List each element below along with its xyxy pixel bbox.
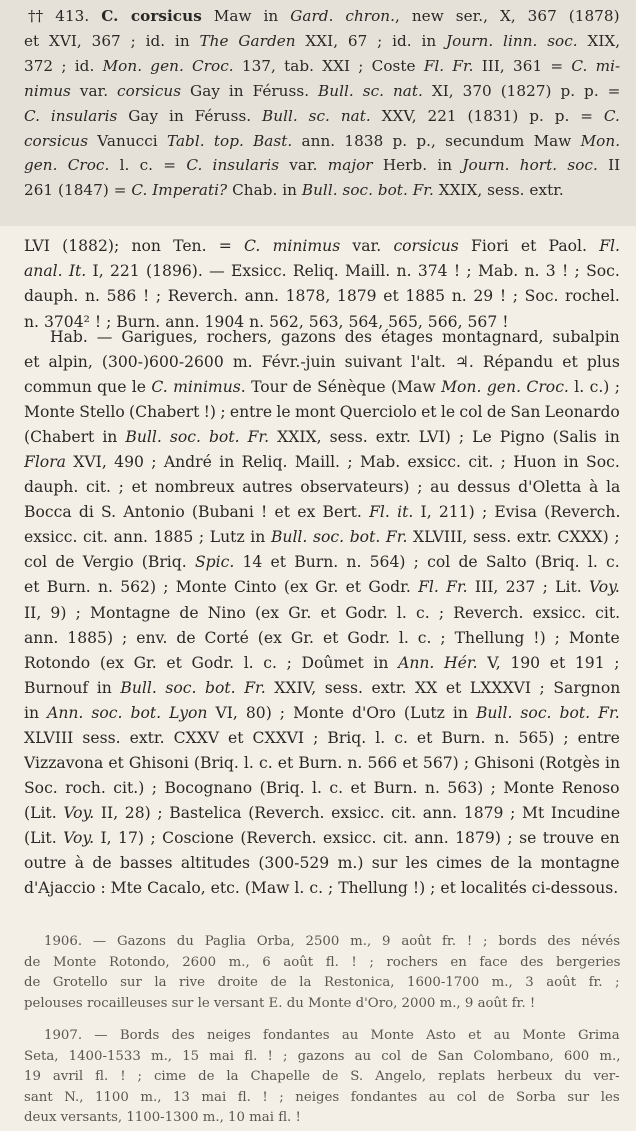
text-line: LVI (1882); non Ten. = C. minimus var. corsicus Fiori et Paol. Fl.	[24, 237, 620, 255]
text-line: Bocca di S. Antonio (Bubani ! et ex Bert. Fl. it. I, 211) ; Evisa (Reverch.	[24, 503, 620, 522]
text-line: d'Ajaccio : Mte Cacalo, etc. (Maw l. c. ; Thellung !) ; et localités ci-dessous.	[24, 879, 619, 898]
text-line: Flora XVI, 490 ; André in Reliq. Maill. ; Mab. exsicc. cit. ; Huon in Soc.	[24, 453, 620, 472]
text-line: de Monte Rotondo, 2600 m., 6 août fl. ! ; rochers en face des bergeries	[24, 954, 620, 970]
text-line: 19 avril fl. ! ; cime de la Chapelle de S. Angelo, replats herbeux du ver-	[24, 1069, 620, 1084]
text-line: 1906. — Gazons du Paglia Orba, 2500 m., 9 août fr. ! ; bords des névés	[44, 934, 620, 949]
text-line: exsicc. cit. ann. 1885 ; Lutz in Bull. soc. bot. Fr. XLVIII, sess. extr. CXXX) ;	[24, 528, 620, 547]
text-line: et XVI, 367 ; id. in The Garden XXI, 67 ; id. in Journ. linn. soc. XIX,	[24, 31, 620, 50]
text-line: deux versants, 1100-1300 m., 10 mai fl. !	[24, 1110, 301, 1125]
text-line: Seta, 1400-1533 m., 15 mai fl. ! ; gazons au col de San Colombano, 600 m.,	[24, 1048, 620, 1064]
text-line: de Grotello sur la rive droite de la Restonica, 1600-1700 m., 3 août fr. ;	[24, 975, 620, 990]
text-line: ann. 1885) ; env. de Corté (ex Gr. et Godr. l. c. ; Thellung !) ; Monte	[24, 628, 620, 647]
text-line: (Chabert in Bull. soc. bot. Fr. XXIX, sess. extr. LVI) ; Le Pigno (Salis in	[24, 428, 620, 447]
text-line: (Lit. Voy. I, 17) ; Coscione (Reverch. exsicc. cit. ann. 1879) ; se trouve en	[24, 828, 620, 847]
text-line: dauph. cit. ; et nombreux autres observateurs) ; au dessus d'Oletta à la	[24, 478, 620, 497]
text-line: commun que le C. minimus. Tour de Sénèque (Maw Mon. gen. Croc. l. c.) ;	[24, 378, 620, 397]
text-line: (Lit. Voy. II, 28) ; Bastelica (Reverch. exsicc. cit. ann. 1879 ; Mt Incudine	[24, 803, 620, 822]
text-line: 1907. — Bords des neiges fondantes au Monte Asto et au Monte Grima	[44, 1028, 620, 1043]
observations-1906	[24, 932, 620, 1014]
exsiccata-paragraph	[24, 234, 620, 335]
text-line: et alpin, (300-)600-2600 m. Févr.-juin suivant l'alt. ♃. Répandu et plus	[24, 353, 620, 372]
text-line: 372 ; id. Mon. gen. Croc. 137, tab. XXI ; Coste Fl. Fr. III, 361 = C. mi-	[24, 56, 620, 75]
text-line: n. 3704² ! ; Burn. ann. 1904 n. 562, 563, 564, 565, 566, 567 !	[24, 312, 509, 331]
text-line: in Ann. soc. bot. Lyon VI, 80) ; Monte d'Oro (Lutz in Bull. soc. bot. Fr.	[24, 703, 620, 722]
text-line: II, 9) ; Montagne de Nino (ex Gr. et Godr. l. c. ; Reverch. exsicc. cit.	[24, 603, 620, 622]
text-line: nimus var. corsicus Gay in Féruss. Bull. sc. nat. XI, 370 (1827) p. p. =	[24, 81, 620, 100]
text-line: C. insularis Gay in Féruss. Bull. sc. nat. XXV, 221 (1831) p. p. = C.	[24, 106, 620, 125]
text-line: Burnouf in Bull. soc. bot. Fr. XXIV, sess. extr. XX et LXXXVI ; Sargnon	[24, 678, 620, 697]
text-line: Rotondo (ex Gr. et Godr. l. c. ; Doûmet in Ann. Hér. V, 190 et 191 ;	[24, 653, 620, 672]
synonymy-paragraph	[24, 4, 620, 203]
text-line: et Burn. n. 562) ; Monte Cinto (ex Gr. et Godr. Fl. Fr. III, 237 ; Lit. Voy.	[24, 578, 620, 597]
text-line: sant N., 1100 m., 13 mai fl. ! ; neiges fondantes au col de Sorba sur les	[24, 1089, 620, 1105]
observations-1907	[24, 1026, 620, 1129]
text-line: corsicus Vanucci Tabl. top. Bast. ann. 1838 p. p., secundum Maw Mon.	[24, 131, 620, 150]
text-line: pelouses rocailleuses sur le versant E. du Monte d'Oro, 2000 m., 9 août fr. !	[24, 995, 536, 1011]
text-line: Vizzavona et Ghisoni (Briq. l. c. et Burn. n. 566 et 567) ; Ghisoni (Rotgès in	[24, 753, 620, 772]
text-line: dauph. n. 586 ! ; Reverch. ann. 1878, 1879 et 1885 n. 29 ! ; Soc. rochel.	[24, 287, 620, 306]
text-line: Monte Stello (Chabert !) ; entre le mont Querciolo et le col de San Leonardo	[24, 403, 620, 422]
text-line: †† 413. C. corsicus Maw in Gard. chron., new ser., X, 367 (1878)	[28, 7, 620, 25]
text-line: gen. Croc. l. c. = C. insularis var. major Herb. in Journ. hort. soc. II	[24, 156, 620, 175]
text-line: XLVIII sess. extr. CXXV et CXXVI ; Briq. l. c. et Burn. n. 565) ; entre	[24, 728, 620, 747]
text-line: 261 (1847) = C. Imperati? Chab. in Bull. soc. bot. Fr. XXIX, sess. extr.	[24, 181, 564, 200]
text-line: outre à de basses altitudes (300-529 m.) sur les cimes de la montagne	[24, 853, 620, 872]
habitat-paragraph	[24, 325, 620, 901]
text-line: Hab. — Garigues, rochers, gazons des étages montagnard, subalpin	[50, 328, 620, 346]
text-line: col de Vergio (Briq. Spic. 14 et Burn. n. 564) ; col de Salto (Briq. l. c.	[24, 553, 620, 572]
text-line: Soc. roch. cit.) ; Bocognano (Briq. l. c. et Burn. n. 563) ; Monte Renoso	[24, 778, 620, 797]
text-line: anal. It. I, 221 (1896). — Exsicc. Reliq. Maill. n. 374 ! ; Mab. n. 3 ! ; Soc.	[24, 262, 620, 281]
